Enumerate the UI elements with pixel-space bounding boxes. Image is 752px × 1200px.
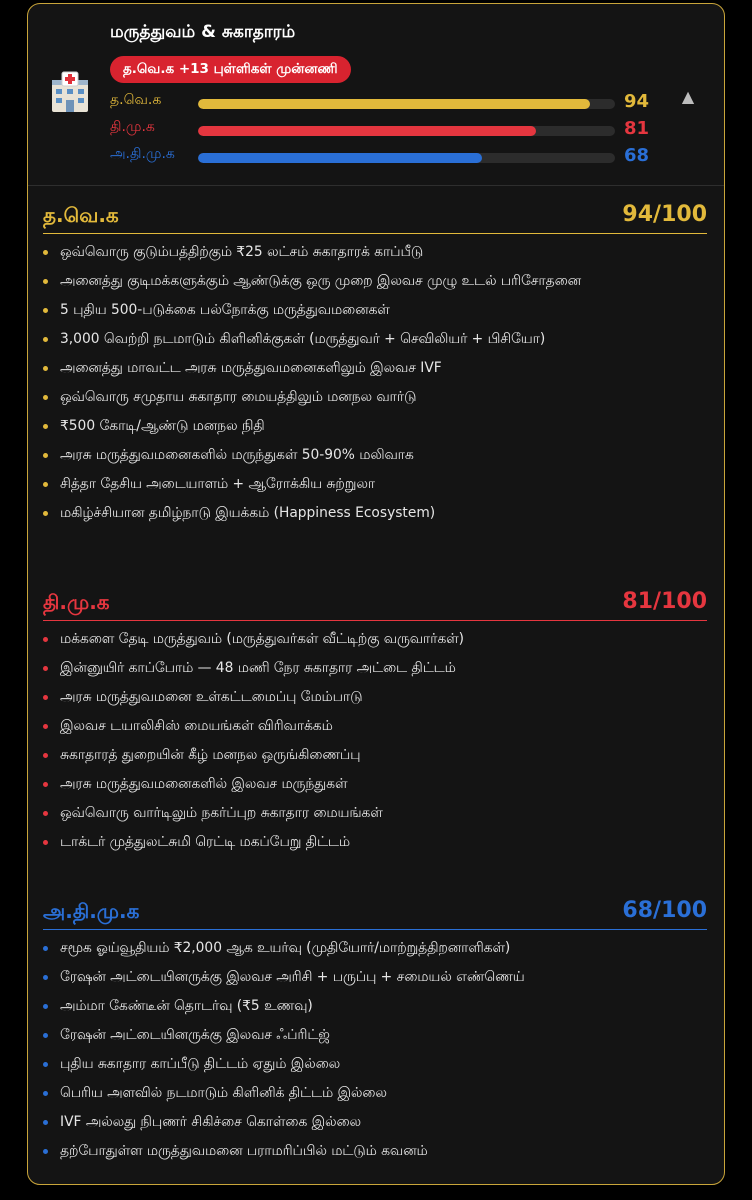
bullet-dot-icon (43, 811, 48, 816)
bullet-dot-icon (43, 424, 48, 429)
bullet-dot-icon (43, 308, 48, 313)
promise-list-item (43, 938, 707, 958)
bullet-dot-icon (43, 1033, 48, 1038)
promise-text: அரசு மருத்துவமனை உள்கட்டமைப்பு மேம்பாடு (60, 689, 363, 705)
promise-text: சுகாதாரத் துறையின் கீழ் மனநல ஒருங்கிணைப்பு (60, 747, 361, 763)
promise-list (43, 938, 707, 1161)
score-bars (110, 90, 650, 171)
promise-list-item (43, 716, 707, 736)
score-bar-fill (198, 153, 482, 163)
bullet-dot-icon (43, 840, 48, 845)
promise-text: ரேஷன் அட்டையினருக்கு இலவச அரிசி + பருப்பு + சமையல் எண்ணெய் (60, 969, 525, 985)
promise-list-item (43, 1054, 707, 1074)
score-bar-value: 94 (624, 91, 650, 112)
promise-text: மக்களை தேடி மருத்துவம் (மருத்துவர்கள் வீட்டிற்கு வருவார்கள்) (60, 631, 465, 647)
promise-list (43, 242, 707, 523)
promise-text: சமூக ஓய்வூதியம் ₹2,000 ஆக உயர்வு (முதியோர்/மாற்றுத்திறனாளிகள்) (60, 940, 511, 956)
lead-badge: த.வெ.க +13 புள்ளிகள் முன்னணி (110, 56, 351, 83)
bullet-dot-icon (43, 666, 48, 671)
bullet-dot-icon (43, 482, 48, 487)
bullet-dot-icon (43, 1149, 48, 1154)
promise-text: அரசு மருத்துவமனைகளில் இலவச மருந்துகள் (60, 776, 348, 792)
bullet-dot-icon (43, 366, 48, 371)
bullet-dot-icon (43, 695, 48, 700)
promise-text: ஒவ்வொரு குடும்பத்திற்கும் ₹25 லட்சம் சுகாதாரக் காப்பீடு (60, 244, 424, 260)
bullet-dot-icon (43, 250, 48, 255)
promise-text: ஒவ்வொரு சமுதாய சுகாதார மையத்திலும் மனநல வார்டு (60, 389, 417, 405)
party-section-title: த.வெ.க (43, 203, 119, 227)
score-bar-track (198, 126, 615, 136)
promise-text: அனைத்து குடிமக்களுக்கும் ஆண்டுக்கு ஒரு முறை இலவச முழு உடல் பரிசோதனை (60, 273, 582, 289)
promise-text: புதிய சுகாதார காப்பீடு திட்டம் ஏதும் இல்லை (60, 1056, 341, 1072)
party-section-score: 68/100 (622, 898, 707, 923)
party-section-header (43, 588, 707, 621)
party-section (43, 897, 707, 1170)
promise-list-item (43, 996, 707, 1016)
promise-text: தற்போதுள்ள மருத்துவமனை பராமரிப்பில் மட்டும் கவனம் (60, 1143, 428, 1159)
promise-text: அரசு மருத்துவமனைகளில் மருந்துகள் 50-90% மலிவாக (60, 447, 414, 463)
bullet-dot-icon (43, 453, 48, 458)
bullet-dot-icon (43, 637, 48, 642)
score-bar-row (110, 90, 650, 117)
promise-list-item (43, 1083, 707, 1103)
promise-list-item (43, 271, 707, 291)
bullet-dot-icon (43, 1004, 48, 1009)
party-section-title: அ.தி.மு.க (43, 899, 140, 923)
score-bar-row (110, 144, 650, 171)
bullet-dot-icon (43, 724, 48, 729)
score-bar-track (198, 99, 615, 109)
party-section-title: தி.மு.க (43, 590, 110, 614)
promise-list-item (43, 387, 707, 407)
promise-list-item (43, 803, 707, 823)
promise-text: டாக்டர் முத்துலட்சுமி ரெட்டி மகப்பேறு திட்டம் (60, 834, 351, 850)
promise-text: சித்தா தேசிய அடையாளம் + ஆரோக்கிய சுற்றுலா (60, 476, 375, 492)
score-bar-fill (198, 99, 590, 109)
promise-text: ரேஷன் அட்டையினருக்கு இலவச ஃப்ரிட்ஜ் (60, 1027, 330, 1043)
promise-list-item (43, 745, 707, 765)
promise-text: மகிழ்ச்சியான தமிழ்நாடு இயக்கம் (Happiness Ecosystem) (60, 505, 436, 521)
party-section-header (43, 897, 707, 930)
promise-list-item (43, 1112, 707, 1132)
promise-list-item (43, 967, 707, 987)
bullet-dot-icon (43, 337, 48, 342)
promise-text: ₹500 கோடி/ஆண்டு மனநல நிதி (60, 418, 265, 434)
promise-text: இன்னுயிர் காப்போம் — 48 மணி நேர சுகாதார அட்டை திட்டம் (60, 660, 456, 676)
bullet-dot-icon (43, 975, 48, 980)
card-title: மருத்துவம் & சுகாதாரம் (110, 22, 296, 42)
promise-text: 3,000 வெற்றி நடமாடும் கிளினிக்குகள் (மருத்துவர் + செவிலியர் + பிசியோ) (60, 331, 546, 347)
bullet-dot-icon (43, 511, 48, 516)
promise-list-item (43, 774, 707, 794)
score-bar-row (110, 117, 650, 144)
promise-list-item (43, 358, 707, 378)
promise-text: IVF அல்லது நிபுணர் சிகிச்சை கொள்கை இல்லை (60, 1114, 361, 1130)
promise-list-item (43, 503, 707, 523)
bullet-dot-icon (43, 1091, 48, 1096)
bullet-dot-icon (43, 1120, 48, 1125)
collapse-chevron-up-icon[interactable]: ▲ (681, 87, 695, 106)
promise-list-item (43, 300, 707, 320)
bullet-dot-icon (43, 782, 48, 787)
score-bar-track (198, 153, 615, 163)
party-section-score: 94/100 (622, 202, 707, 227)
score-bar-party-name: தி.மு.க (110, 119, 155, 135)
bullet-dot-icon (43, 946, 48, 951)
promise-list-item (43, 832, 707, 852)
party-section (43, 588, 707, 861)
score-bar-value: 81 (624, 118, 650, 139)
bullet-dot-icon (43, 1062, 48, 1067)
score-bar-party-name: த.வெ.க (110, 92, 162, 108)
party-section-header (43, 201, 707, 234)
healthcare-comparison-card (27, 3, 725, 1185)
promise-list-item (43, 416, 707, 436)
party-section (43, 201, 707, 532)
hospital-icon (48, 70, 92, 114)
promise-list-item (43, 329, 707, 349)
promise-text: அனைத்து மாவட்ட அரசு மருத்துவமனைகளிலும் இலவச IVF (60, 360, 442, 376)
promise-text: பெரிய அளவில் நடமாடும் கிளினிக் திட்டம் இல்லை (60, 1085, 387, 1101)
promise-text: ஒவ்வொரு வார்டிலும் நகர்ப்புற சுகாதார மையங்கள் (60, 805, 383, 821)
promise-list-item (43, 658, 707, 678)
promise-list-item (43, 474, 707, 494)
promise-list-item (43, 1141, 707, 1161)
bullet-dot-icon (43, 753, 48, 758)
promise-text: இலவச டயாலிசிஸ் மையங்கள் விரிவாக்கம் (60, 718, 333, 734)
promise-text: 5 புதிய 500-படுக்கை பல்நோக்கு மருத்துவமனைகள் (60, 302, 390, 318)
score-bar-party-name: அ.தி.மு.க (110, 146, 175, 162)
promise-list-item (43, 687, 707, 707)
score-bar-value: 68 (624, 145, 650, 166)
promise-text: அம்மா கேண்டீன் தொடர்வு (₹5 உணவு) (60, 998, 313, 1014)
card-header[interactable] (28, 4, 724, 186)
promise-list-item (43, 1025, 707, 1045)
bullet-dot-icon (43, 395, 48, 400)
bullet-dot-icon (43, 279, 48, 284)
score-bar-fill (198, 126, 536, 136)
promise-list-item (43, 242, 707, 262)
promise-list-item (43, 445, 707, 465)
promise-list (43, 629, 707, 852)
party-section-score: 81/100 (622, 589, 707, 614)
promise-list-item (43, 629, 707, 649)
